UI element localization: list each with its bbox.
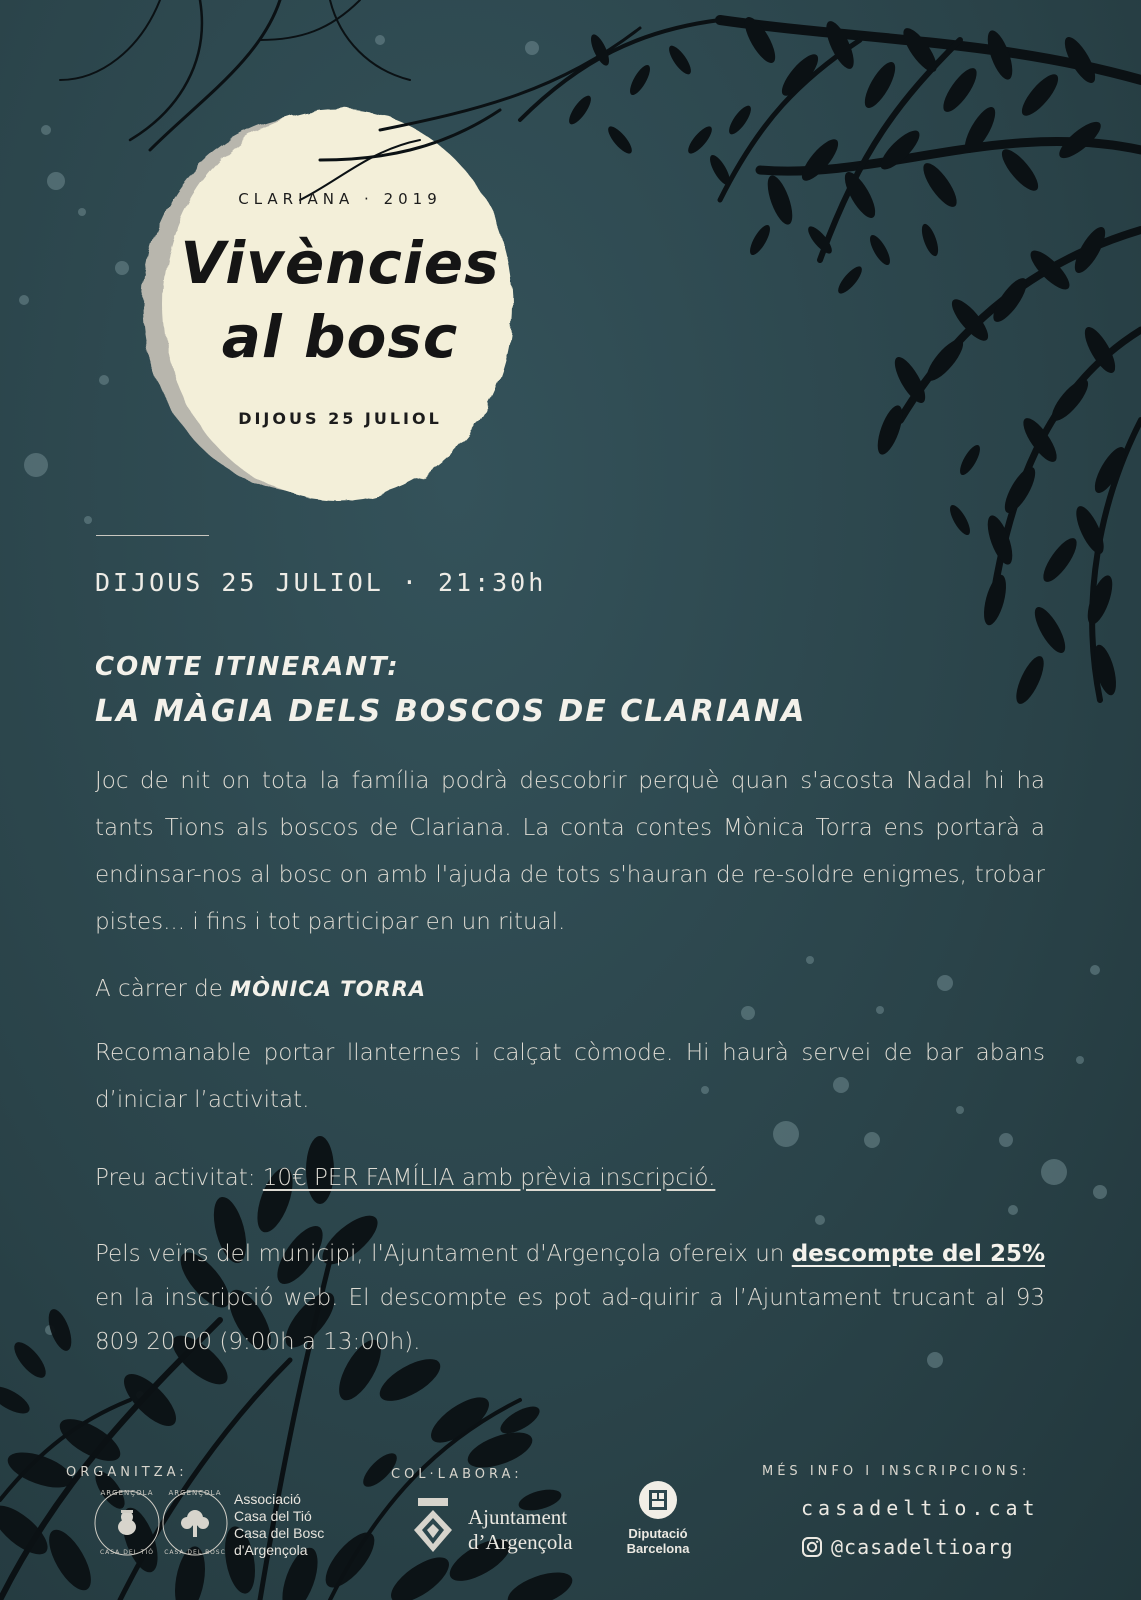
info-label: MÉS INFO I INSCRIPCIONS: xyxy=(762,1464,1031,1479)
price-prefix: Preu activitat: xyxy=(95,1165,263,1191)
logo2-bottom: CASA DEL BOSC xyxy=(164,1549,226,1556)
logo-casa-del-tio xyxy=(88,1483,166,1561)
organizer-line4: d'Argençola xyxy=(234,1542,308,1558)
event-description: Joc de nit on tota la família podrà descobrir perquè quan s'acosta Nadal hi ha tants Tions als boscos de Clariana. La conta contes Mònica Torra ens portarà a endinsar-nos al bosc on amb l'ajuda de tots s'hauran de re-soldre enigmes, trobar pistes... i fins i tot participar en un ritual. xyxy=(95,768,1045,935)
moon-date: DIJOUS 25 JULIOL xyxy=(238,409,442,428)
organizer-name xyxy=(234,1491,354,1559)
diputacio-name xyxy=(608,1526,708,1556)
diputacio-line2: Barcelona xyxy=(626,1541,690,1556)
website-link[interactable]: casadeltio.cat xyxy=(801,1496,1040,1520)
instagram-icon xyxy=(801,1536,823,1558)
instagram-text: @casadeltioarg xyxy=(831,1535,1014,1559)
logo1-bottom: CASA DEL TIÓ xyxy=(99,1549,155,1556)
ajuntament-line2: d’Argençola xyxy=(468,1530,573,1554)
discount-part2: en la inscripció web. El descompte es pot ad-quirir a l’Ajuntament trucant al 93 809 20 00 (9:00h a 13:00h). xyxy=(95,1285,1045,1355)
organitza-label: ORGANITZA: xyxy=(66,1465,188,1480)
moon-title-line1: Vivències xyxy=(180,229,500,297)
event-heading-line1: CONTE ITINERANT: xyxy=(95,652,400,682)
logo1-top: ARGENÇOLA xyxy=(100,1489,154,1497)
discount-highlight: descompte del 25% xyxy=(791,1241,1046,1267)
event-performer xyxy=(95,966,1045,1013)
ajuntament-line1: Ajuntament xyxy=(468,1505,568,1529)
divider xyxy=(96,535,209,536)
event-price xyxy=(95,1155,1045,1202)
event-recommendation: Recomanable portar llanternes i calçat còmode. Hi haurà servei de bar abans d’iniciar l’activitat. xyxy=(95,1040,1045,1113)
organizer-line2: Casa del Tió xyxy=(234,1508,312,1524)
diputacio-emblem-icon xyxy=(638,1480,678,1520)
organizer-line3: Casa del Bosc xyxy=(234,1525,325,1541)
moon-title-line2: al bosc xyxy=(221,303,459,371)
event-discount xyxy=(95,1232,1045,1364)
ajuntament-shield-icon xyxy=(410,1496,456,1556)
event-heading-line2: LA MÀGIA DELS BOSCOS DE CLARIANA xyxy=(95,694,807,729)
moon-kicker: CLARIANA · 2019 xyxy=(238,190,442,208)
logo-casa-del-bosc xyxy=(156,1483,234,1561)
logo2-top: ARGENÇOLA xyxy=(168,1489,222,1497)
instagram-handle[interactable] xyxy=(801,1535,1014,1559)
diputacio-line1: Diputació xyxy=(628,1526,688,1541)
performer-name: MÒNICA TORRA xyxy=(230,977,427,1001)
discount-part1: Pels veïns del municipi, l'Ajuntament d'Argençola ofereix un xyxy=(95,1241,792,1267)
price-value: 10€ PER FAMÍLIA amb prèvia inscripció. xyxy=(262,1165,716,1191)
event-datetime: DIJOUS 25 JULIOL · 21:30h xyxy=(95,568,547,597)
organizer-line1: Associació xyxy=(234,1491,301,1507)
collabora-label: COL·LABORA: xyxy=(391,1467,523,1482)
performer-prefix: A càrrer de xyxy=(95,976,231,1002)
